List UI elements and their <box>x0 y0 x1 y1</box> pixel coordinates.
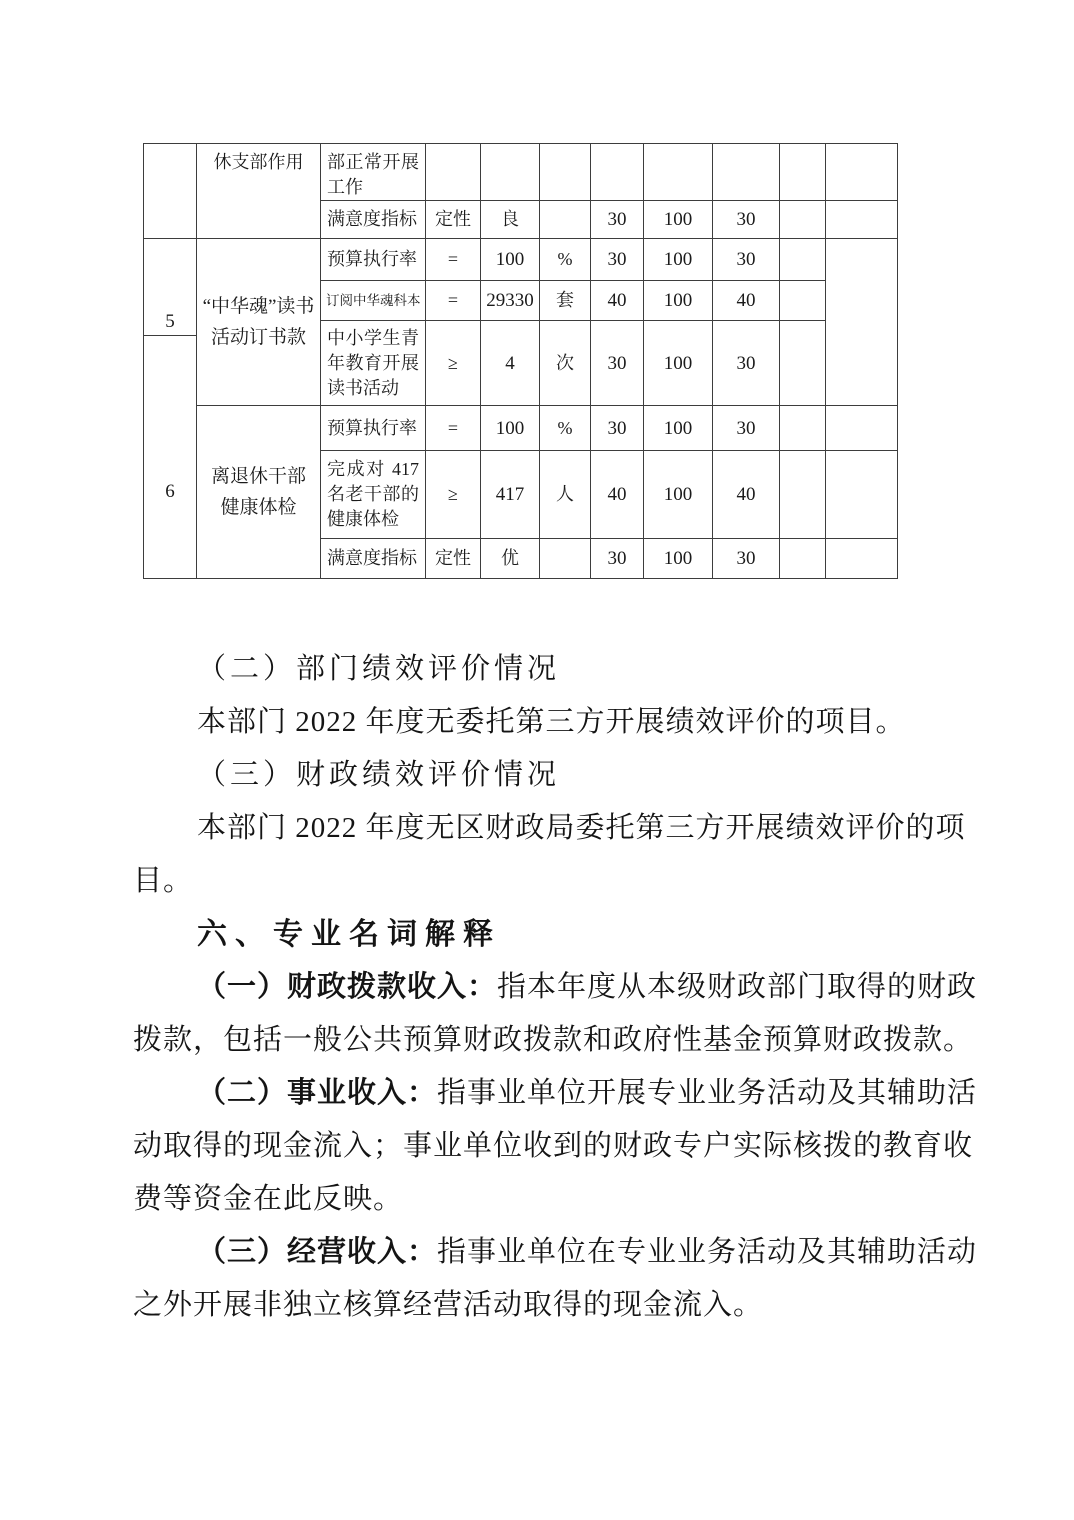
r5-indicator-label: 完成对 417 名老干部的健康体检 <box>327 459 419 529</box>
indicator-continued-label: 部正常开展工作 <box>327 152 419 197</box>
r3-weight-label: 30 <box>607 352 627 374</box>
r1-completion-label: 100 <box>663 249 693 270</box>
r3-unit-label: 次 <box>556 352 574 373</box>
cell-r1-weight <box>590 238 644 281</box>
r2-weight-label: 40 <box>607 290 627 311</box>
cell-r5-indicator <box>320 450 426 539</box>
r6-value-label: 优 <box>501 548 519 568</box>
project-6-label: 离退休干部健康体检 <box>210 466 306 518</box>
r2-indicator-label: 订阅中华魂科本 <box>326 293 421 308</box>
cell-empty <box>779 238 826 281</box>
r1-unit-label: % <box>557 249 573 269</box>
cell-r2-score <box>712 280 780 321</box>
cell-r6-nature <box>425 538 481 579</box>
r2-score-label: 40 <box>736 290 756 311</box>
cell-r4-indicator <box>320 405 426 451</box>
r2-nature-label: = <box>447 290 459 310</box>
cell-r5-weight <box>590 450 644 539</box>
cell-r3-score <box>712 320 780 406</box>
cell-empty <box>779 538 826 579</box>
cell-empty <box>779 200 826 239</box>
cell-remarks-project5-merged <box>825 238 898 406</box>
cell-r1-unit <box>539 238 591 281</box>
definition-1-text: 指本年度从本级财政部门取得的财政 <box>497 971 978 1003</box>
cell-r0-indicator <box>320 200 426 239</box>
cell-empty <box>539 143 591 201</box>
r1-weight-label: 30 <box>607 249 627 270</box>
cell-r4-weight <box>590 405 644 451</box>
cell-r0-unit <box>539 200 591 239</box>
cell-project-5-name <box>196 238 321 406</box>
cell-empty <box>590 143 644 201</box>
paragraph-text: 拨款，包括一般公共预算财政拨款和政府性基金预算财政拨款。 <box>133 1024 974 1056</box>
cell-r0-score <box>712 200 780 239</box>
cell-r4-score <box>712 405 780 451</box>
r4-score-label: 30 <box>736 417 756 439</box>
cell-empty <box>643 143 713 201</box>
r3-score-label: 30 <box>736 352 756 374</box>
r5-unit-label: 人 <box>556 484 574 504</box>
row-number-6-label: 6 <box>165 480 175 502</box>
cell-empty <box>712 143 780 201</box>
cell-r5-score <box>712 450 780 539</box>
cell-r5-completion <box>643 450 713 539</box>
cell-r1-nature <box>425 238 481 281</box>
r1-score-label: 30 <box>736 249 756 270</box>
cell-r2-indicator <box>320 280 426 321</box>
r0-completion-label: 100 <box>663 209 693 230</box>
cell-empty <box>825 538 898 579</box>
cell-empty <box>825 143 898 201</box>
cell-empty <box>779 320 826 406</box>
paragraph-line <box>133 696 951 749</box>
cell-r6-unit <box>539 538 591 579</box>
heading-section-6-text: 六、专业名词解释 <box>197 918 501 951</box>
cell-r3-unit <box>539 320 591 406</box>
cell-r1-value <box>480 238 540 281</box>
cell-empty <box>480 143 540 201</box>
r0-value-label: 良 <box>501 209 519 229</box>
r4-indicator-label: 预算执行率 <box>327 417 417 438</box>
r0-score-label: 30 <box>736 209 756 230</box>
r4-nature-label: = <box>447 417 459 438</box>
definition-line-1 <box>133 961 978 1014</box>
heading-section-3-text: （三）财政绩效评价情况 <box>197 759 561 791</box>
cell-r4-nature <box>425 405 481 451</box>
r0-indicator-label: 满意度指标 <box>327 209 417 229</box>
cell-r2-unit <box>539 280 591 321</box>
r6-indicator-label: 满意度指标 <box>327 548 417 568</box>
cell-r0-nature <box>425 200 481 239</box>
definition-3-term: （三）经营收入： <box>197 1236 438 1268</box>
r1-nature-label: = <box>447 249 459 269</box>
paragraph-line <box>133 802 966 855</box>
r4-weight-label: 30 <box>607 417 627 439</box>
cell-r3-completion <box>643 320 713 406</box>
r4-completion-label: 100 <box>663 417 693 439</box>
cell-empty <box>825 405 898 451</box>
paragraph-text: 目。 <box>133 865 194 897</box>
r5-weight-label: 40 <box>607 484 627 505</box>
r6-nature-label: 定性 <box>435 548 471 568</box>
paragraph-text: 本部门 2022 年度无委托第三方开展绩效评价的项目。 <box>197 706 906 738</box>
cell-r3-nature <box>425 320 481 406</box>
cell-rowno-6-lower <box>143 335 197 579</box>
paragraph-line <box>133 1120 974 1173</box>
r1-value-label: 100 <box>495 249 525 270</box>
cell-r1-score <box>712 238 780 281</box>
paragraph-line <box>133 1173 951 1226</box>
paragraph-line <box>133 1279 951 1332</box>
row-number-5-label: 5 <box>165 310 175 332</box>
cell-project-continued <box>196 143 321 239</box>
definition-line-3 <box>133 1226 978 1279</box>
paragraph-line <box>133 855 951 908</box>
definition-1-term: （一）财政拨款收入： <box>197 971 498 1003</box>
cell-r1-completion <box>643 238 713 281</box>
r3-value-label: 4 <box>505 352 515 374</box>
cell-r6-value <box>480 538 540 579</box>
r3-completion-label: 100 <box>663 352 693 374</box>
cell-rowno-5-upper <box>143 238 197 336</box>
cell-r0-weight <box>590 200 644 239</box>
cell-r2-weight <box>590 280 644 321</box>
definition-2-text: 指事业单位开展专业业务活动及其辅助活 <box>437 1077 978 1109</box>
cell-rowno-continued <box>143 143 197 239</box>
r6-score-label: 30 <box>736 548 756 569</box>
project-continued-label: 休支部作用 <box>213 152 304 172</box>
cell-r3-value <box>480 320 540 406</box>
r3-indicator-label: 中小学生青年教育开展读书活动 <box>327 327 419 398</box>
r0-nature-label: 定性 <box>435 209 471 229</box>
cell-r6-score <box>712 538 780 579</box>
cell-empty <box>825 450 898 539</box>
cell-r5-value <box>480 450 540 539</box>
cell-r2-nature <box>425 280 481 321</box>
cell-r2-value <box>480 280 540 321</box>
cell-empty <box>825 200 898 239</box>
r2-completion-label: 100 <box>663 290 693 311</box>
cell-r5-unit <box>539 450 591 539</box>
heading-section-2-text: （二）部门绩效评价情况 <box>197 653 561 685</box>
definition-line-2 <box>133 1067 978 1120</box>
r6-completion-label: 100 <box>663 548 693 569</box>
cell-empty <box>779 143 826 201</box>
heading-section-6 <box>133 908 951 961</box>
cell-r3-indicator <box>320 320 426 406</box>
paragraph-text: 费等资金在此反映。 <box>133 1183 404 1215</box>
r1-indicator-label: 预算执行率 <box>327 249 417 269</box>
cell-r3-weight <box>590 320 644 406</box>
cell-empty <box>779 280 826 321</box>
r2-unit-label: 套 <box>556 290 574 310</box>
cell-r6-completion <box>643 538 713 579</box>
paragraph-text: 本部门 2022 年度无区财政局委托第三方开展绩效评价的项 <box>197 812 966 844</box>
project-5-label: “中华魂”读书活动订书款 <box>202 296 315 348</box>
cell-r4-completion <box>643 405 713 451</box>
document-body <box>133 643 978 1332</box>
cell-project-6-name <box>196 405 321 579</box>
definition-2-term: （二）事业收入： <box>197 1077 438 1109</box>
r2-value-label: 29330 <box>486 290 534 311</box>
paragraph-text: 动取得的现金流入；事业单位收到的财政专户实际核拨的教育收 <box>133 1130 974 1162</box>
heading-section-2 <box>133 643 951 696</box>
r6-weight-label: 30 <box>607 548 627 569</box>
cell-indicator-continued <box>320 143 426 201</box>
definition-3-text: 指事业单位在专业业务活动及其辅助活动 <box>437 1236 978 1268</box>
cell-r6-weight <box>590 538 644 579</box>
r4-value-label: 100 <box>495 417 525 439</box>
r3-nature-label: ≥ <box>448 352 458 373</box>
cell-r4-unit <box>539 405 591 451</box>
cell-empty <box>779 450 826 539</box>
r5-value-label: 417 <box>495 484 525 505</box>
cell-r5-nature <box>425 450 481 539</box>
r5-nature-label: ≥ <box>448 484 458 504</box>
paragraph-line <box>133 1014 974 1067</box>
cell-empty <box>425 143 481 201</box>
r4-unit-label: % <box>557 417 573 438</box>
cell-r6-indicator <box>320 538 426 579</box>
cell-r2-completion <box>643 280 713 321</box>
cell-r0-value <box>480 200 540 239</box>
r0-weight-label: 30 <box>607 209 627 230</box>
paragraph-text: 之外开展非独立核算经营活动取得的现金流入。 <box>133 1289 764 1321</box>
cell-r4-value <box>480 405 540 451</box>
r5-completion-label: 100 <box>663 484 693 505</box>
r5-score-label: 40 <box>736 484 756 505</box>
cell-empty <box>779 405 826 451</box>
cell-r0-completion <box>643 200 713 239</box>
heading-section-3 <box>133 749 951 802</box>
cell-r1-indicator <box>320 238 426 281</box>
